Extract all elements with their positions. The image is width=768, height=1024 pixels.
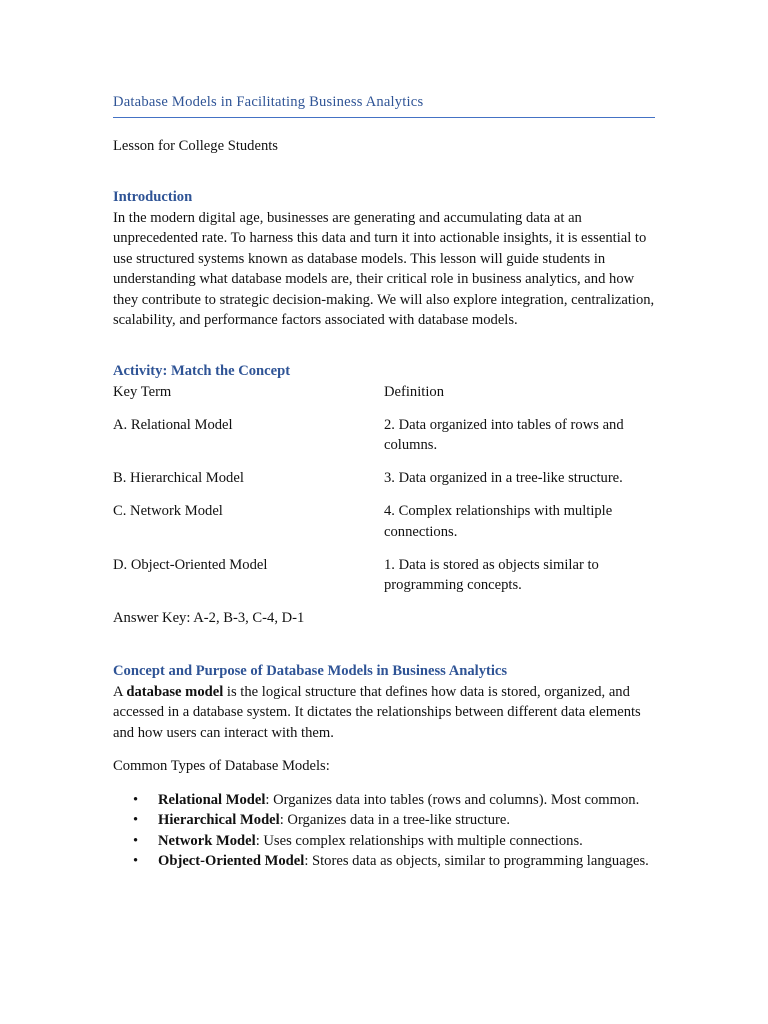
model-type-description: : Organizes data into tables (rows and columns). Most common. (265, 791, 640, 808)
bullet-icon: • (133, 853, 139, 869)
definition-text: is the logical structure that defines how data is stored, organized, and accessed in a database system. It dictates the relationships between different data elements and how users can interact with them. (113, 683, 641, 741)
model-type-description: : Organizes data in a tree-like structure. (279, 812, 511, 828)
document-title: Database Models in Facilitating Business Analytics (113, 92, 655, 118)
concept-section (113, 661, 655, 872)
document-subtitle: Lesson for College Students (113, 138, 278, 154)
match-table (113, 382, 655, 609)
introduction-section (113, 187, 655, 331)
key-term-cell: B. Hierarchical Model (113, 470, 244, 486)
introduction-heading: Introduction (113, 189, 193, 205)
concept-heading: Concept and Purpose of Database Models in Business Analytics (113, 663, 508, 679)
model-type-name: Network Model (158, 832, 256, 849)
model-type-name: Relational Model (158, 791, 266, 808)
types-label: Common Types of Database Models: (113, 758, 330, 774)
model-types-list (113, 790, 655, 872)
definition-cell: 2. Data organized into tables of rows and columns. (384, 416, 624, 453)
definition-cell: 3. Data organized in a tree-like structure. (384, 470, 623, 486)
model-type-description: : Uses complex relationships with multiple connections. (255, 832, 583, 849)
key-term-cell: A. Relational Model (113, 416, 233, 433)
database-model-definition (113, 682, 655, 744)
column-header-key-term: Key Term (113, 383, 172, 400)
column-header-definition: Definition (384, 383, 444, 400)
definition-cell: 4. Complex relationships with multiple connections. (384, 503, 613, 540)
table-row (113, 468, 655, 501)
model-type-description: : Stores data as objects, similar to programming languages. (304, 853, 649, 869)
activity-section (113, 361, 655, 629)
table-row (113, 555, 655, 609)
answer-key: Answer Key: A-2, B-3, C-4, D-1 (113, 610, 305, 626)
model-type-name: Object-Oriented Model (158, 853, 305, 869)
bullet-icon: • (133, 791, 139, 808)
model-type-name: Hierarchical Model (158, 812, 280, 828)
table-row (113, 415, 655, 469)
list-item (113, 831, 655, 852)
definition-cell: 1. Data is stored as objects similar to programming concepts. (384, 556, 599, 593)
table-row (113, 501, 655, 555)
list-item (113, 790, 655, 811)
key-term-cell: D. Object-Oriented Model (113, 556, 268, 573)
key-term-cell: C. Network Model (113, 503, 223, 519)
match-table-header-row (113, 382, 655, 415)
introduction-paragraph: In the modern digital age, businesses are generating and accumulating data at an unprecedented rate. To harness this data and turn it into actionable insights, it is essential to use structured systems known as database models. This lesson will guide students in understanding what database models are, their critical role in business analytics, and how they contribute to strategic decision-making. We will also explore integration, centralization, scalability, and performance factors associated with database models. (113, 209, 655, 328)
definition-term: database model (126, 683, 224, 700)
definition-prefix: A (113, 683, 127, 700)
activity-heading: Activity: Match the Concept (113, 363, 291, 379)
bullet-icon: • (133, 812, 139, 828)
list-item (113, 851, 655, 872)
bullet-icon: • (133, 832, 139, 849)
list-item (113, 810, 655, 831)
